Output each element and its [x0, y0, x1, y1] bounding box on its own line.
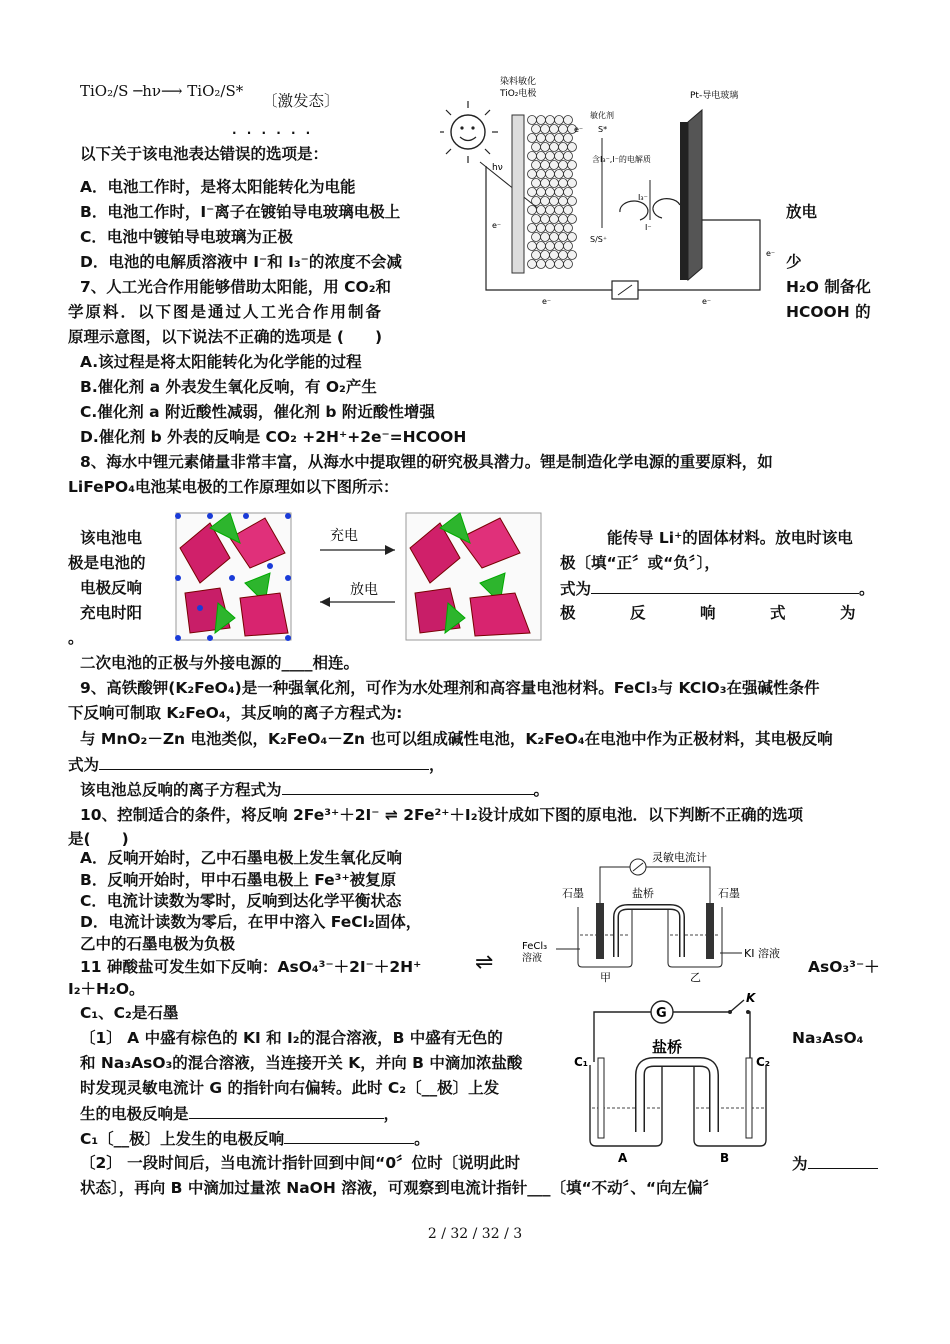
- lithium-ion-dot: [285, 635, 291, 641]
- q11-part1-line-3: 时发现灵敏电流计 G 的指针向右偏转。此时 C₂〔__极〕上发: [80, 1079, 500, 1097]
- q10-line-2: 是( ): [68, 830, 129, 848]
- q8-line-2: LiFePO₄电池某电极的工作原理如以下图所示：: [68, 478, 399, 496]
- tio2-particle: [555, 134, 564, 143]
- switch-k: [730, 1000, 744, 1012]
- tio2-particle: [550, 197, 559, 206]
- svg-text:e⁻: e⁻: [702, 297, 712, 306]
- dye-ground-state-label: S/S⁺: [590, 235, 608, 244]
- tio2-particle: [528, 206, 537, 215]
- tio2-particle: [546, 152, 555, 161]
- beaker-b-label: B: [720, 1151, 730, 1165]
- q8-line-3-right: 能传导 Li⁺的固体材料。放电时该电: [607, 529, 853, 547]
- lithium-ion-dot: [175, 635, 181, 641]
- tio2-particle: [559, 161, 568, 170]
- equation-excitation: TiO₂/S ─hν⟶ TiO₂/S*: [80, 82, 244, 100]
- tio2-particle: [528, 170, 537, 179]
- galvanometer-g-label: G: [656, 1006, 667, 1021]
- tio2-particle: [528, 242, 537, 251]
- tio2-particle: [559, 143, 568, 152]
- dssc-diagram: [440, 70, 785, 315]
- tio2-particle: [528, 134, 537, 143]
- q11-part1-line-1: 〔1〕 A 中盛有棕色的 KI 和 I₂的混合溶液，B 中盛有无色的: [80, 1029, 503, 1047]
- tio2-particle: [546, 206, 555, 215]
- tio2-particle: [559, 179, 568, 188]
- lithium-ion-dot: [197, 605, 203, 611]
- tio2-particle: [559, 251, 568, 260]
- discharge-label: 放电: [350, 582, 378, 598]
- tio2-particle: [555, 206, 564, 215]
- salt-bridge-label: 盐桥: [652, 1038, 683, 1056]
- lithium-ion-dot: [243, 513, 249, 519]
- lifepo4-diagram: [170, 508, 560, 648]
- tio2-particle: [546, 242, 555, 251]
- tio2-particle: [537, 116, 546, 125]
- tio2-particle: [568, 161, 577, 170]
- lithium-ion-dot: [207, 513, 213, 519]
- galvanometer-label: 灵敏电流计: [652, 851, 707, 864]
- tio2-particle: [541, 215, 550, 224]
- tio2-particle: [546, 224, 555, 233]
- q11-part1-line-2: 和 Na₃AsO₃的混合溶液，当连接开关 K，并向 B 中滴加浓盐酸: [80, 1054, 523, 1072]
- tio2-particle: [564, 152, 573, 161]
- lithium-ion-dot: [175, 575, 181, 581]
- lithium-ion-dot: [175, 513, 181, 519]
- q11-part1-line-5: C₁〔__极〕上发生的电极反响 。: [80, 1127, 430, 1150]
- q6-option-c: C．电池中镀铂导电玻璃为正极: [80, 228, 293, 246]
- q9-line-2: 下反响可制取 K₂FeO₄，其反响的离子方程式为:: [68, 704, 403, 722]
- beaker-jia-label: 甲: [600, 971, 611, 984]
- q7-line-2-tail: HCOOH 的: [786, 303, 871, 321]
- fecl3-label: FeCl₃: [522, 941, 548, 952]
- q10-option-a: A．反响开始时，乙中石墨电极上发生氧化反响: [80, 849, 402, 867]
- q10-cell-diagram: [520, 845, 810, 985]
- tio2-particle: [564, 224, 573, 233]
- tio2-particle: [528, 152, 537, 161]
- tio2-particle: [555, 260, 564, 269]
- beaker-yi-label: 乙: [690, 971, 701, 984]
- q8-line-6-left: 充电时阳: [80, 604, 143, 622]
- salt-bridge-label: 盐桥: [632, 887, 654, 900]
- tio2-particle: [550, 215, 559, 224]
- tio2-particle: [564, 242, 573, 251]
- q8-line-8: 二次电池的正极与外接电源的____相连。: [80, 654, 360, 672]
- q6-option-a: A．电池工作时，是将太阳能转化为电能: [80, 178, 356, 196]
- tio2-particle: [555, 152, 564, 161]
- tio2-particle: [537, 188, 546, 197]
- beaker-a-label: A: [618, 1151, 628, 1165]
- tio2-particle: [546, 134, 555, 143]
- tio2-particle: [568, 233, 577, 242]
- q7-line-3: 原理示意图，以下说法不正确的选项是 ( ): [68, 328, 383, 346]
- tio2-particle: [528, 116, 537, 125]
- page-footer: 2 / 32 / 32 / 3: [427, 1226, 523, 1242]
- tio2-particle: [564, 134, 573, 143]
- q11-part1-line-1-tail: Na₃AsO₄: [792, 1029, 864, 1047]
- q11-part2-line-2: 状态〕，再向 B 中滴加过量浓 NaOH 溶液，可观察到电流计指针___〔填“不动〞、“向左偏〞: [80, 1179, 719, 1197]
- tio2-particle: [546, 170, 555, 179]
- tio2-particle: [550, 233, 559, 242]
- tio2-particle: [532, 179, 541, 188]
- tio2-particle: [555, 224, 564, 233]
- lithium-ion-dot: [285, 575, 291, 581]
- tio2-particle: [550, 179, 559, 188]
- tio2-particle: [564, 170, 573, 179]
- q11-part1-line-4: 生的电极反响是 ，: [80, 1102, 399, 1125]
- q7-option-a: A.该过程是将太阳能转化为化学能的过程: [80, 353, 362, 371]
- tio2-particle: [550, 143, 559, 152]
- q11-part2-line-1-tail: 为: [792, 1152, 878, 1175]
- tio2-particle: [537, 206, 546, 215]
- excited-dye-label: S*: [598, 125, 608, 134]
- electron-label: e⁻: [574, 125, 584, 134]
- tio2-particle: [564, 188, 573, 197]
- lithium-ion-dot: [285, 513, 291, 519]
- tio2-particle: [532, 197, 541, 206]
- q10-option-d: D．电流计读数为零后，在甲中溶入 FeCl₂固体，: [80, 913, 422, 931]
- triiodide-label: I₃⁻: [638, 193, 648, 202]
- tio2-particle: [532, 125, 541, 134]
- q10-option-b: B．反响开始时，甲中石墨电极上 Fe³⁺被复原: [80, 871, 397, 889]
- tio2-particle: [528, 188, 537, 197]
- tio2-particle: [546, 188, 555, 197]
- q8-line-5-left: 电极反响: [80, 579, 143, 597]
- tio2-particle: [541, 233, 550, 242]
- tio2-particle: [564, 206, 573, 215]
- q9-line-1: 9、高铁酸钾(K₂FeO₄)是一种强氧化剂，可作为水处理剂和高容量电池材料。FeCl₃与 KClO₃在强碱性条件: [80, 679, 820, 697]
- q6-option-d: D．电池的电解质溶液中 I⁻和 I₃⁻的浓度不会减: [80, 253, 402, 271]
- tio2-particle: [559, 215, 568, 224]
- svg-text:e⁻: e⁻: [542, 297, 552, 306]
- tio2-particle: [532, 215, 541, 224]
- emphasis-dots: · · · · · ·: [232, 126, 314, 140]
- q7-option-d: D.催化剂 b 外表的反响是 CO₂ +2H⁺+2e⁻=HCOOH: [80, 428, 467, 446]
- tio2-particle: [537, 260, 546, 269]
- tio2-particle: [541, 197, 550, 206]
- tio2-particle: [537, 224, 546, 233]
- q8-line-5-right: 式为 。: [560, 577, 875, 600]
- tio2-particle: [559, 233, 568, 242]
- fecl3-solution-label: 溶液: [522, 953, 542, 964]
- tio2-particle: [564, 116, 573, 125]
- q6-stem: 以下关于该电池表达错误的选项是：: [80, 145, 329, 163]
- q9-line-4: 式为 ，: [68, 753, 445, 776]
- tio2-particle: [568, 197, 577, 206]
- q10-line-1: 10、控制适合的条件，将反响 2Fe³⁺＋2I⁻ ⇌ 2Fe²⁺＋I₂设计成如下图的原电池．以下判断不正确的选项: [80, 806, 803, 824]
- tio2-particle: [568, 143, 577, 152]
- tio2-particle: [537, 134, 546, 143]
- equilibrium-arrow: ⇌: [475, 950, 494, 975]
- q11-cell-diagram: [570, 990, 785, 1170]
- tio2-particle: [555, 242, 564, 251]
- q7-line-1: 7、人工光合作用能够借助太阳能，用 CO₂和: [80, 278, 392, 296]
- excited-state-note: 〔激发态〕: [262, 92, 340, 110]
- iodide-label: I⁻: [645, 223, 652, 232]
- tio2-particle: [546, 116, 555, 125]
- tio2-particle: [541, 143, 550, 152]
- tio2-particle: [532, 251, 541, 260]
- q7-line-2: 学原料．以下图是通过人工光合作用制备: [68, 303, 384, 321]
- svg-text:e⁻: e⁻: [766, 249, 776, 258]
- tio2-particle: [528, 260, 537, 269]
- q10-option-c: C．电流计读数为零时，反响到达化学平衡状态: [80, 892, 402, 910]
- arrow-right-icon: [385, 545, 395, 555]
- q11-line-1-tail: AsO₃³⁻＋: [808, 958, 880, 976]
- tio2-particles: [528, 116, 577, 269]
- tio2-particle: [541, 179, 550, 188]
- tio2-particle: [532, 143, 541, 152]
- switch-k-label: K: [746, 991, 756, 1005]
- q8-line-4-left: 极是电池的: [68, 554, 146, 572]
- tio2-particle: [555, 116, 564, 125]
- tio2-particle: [546, 260, 555, 269]
- electrolyte-label: 含I₃⁻,I⁻的电解质: [592, 155, 651, 164]
- arrow-left-icon: [320, 597, 330, 607]
- q8-line-4-right: 极〔填“正〞或“负〞〕，: [560, 554, 720, 572]
- q9-line-3: 与 MnO₂－Zn 电池类似，K₂FeO₄－Zn 也可以组成碱性电池，K₂FeO₄在电池中作为正极材料，其电极反响: [80, 730, 833, 748]
- q9-line-5: 该电池总反响的离子方程式为 。: [80, 778, 549, 801]
- tio2-particle: [568, 215, 577, 224]
- tio2-particle: [532, 161, 541, 170]
- tio2-particle: [528, 224, 537, 233]
- pt-glass-label: Pt-导电玻璃: [690, 91, 739, 101]
- graphite-right-label: 石墨: [718, 887, 740, 900]
- q7-line-1-tail: H₂O 制备化: [786, 278, 871, 296]
- tio2-electrode-label: TiO₂电极: [500, 89, 537, 99]
- tio2-particle: [541, 125, 550, 134]
- q8-line-6-right: 极 反 响 式 为: [560, 604, 858, 622]
- tio2-particle: [537, 152, 546, 161]
- tio2-particle: [555, 170, 564, 179]
- q11-line-1: 11 砷酸盐可发生如下反响：AsO₄³⁻＋2I⁻＋2H⁺: [80, 958, 422, 976]
- q11-line-2: I₂＋H₂O。: [68, 980, 145, 998]
- tio2-particle: [550, 161, 559, 170]
- tio2-particle: [537, 242, 546, 251]
- lithium-ion-dot: [207, 635, 213, 641]
- ki-solution-label: KI 溶液: [744, 947, 780, 960]
- tio2-particle: [559, 125, 568, 134]
- q11-part2-line-1: 〔2〕 一段时间后，当电流计指针回到中间“0〞位时〔说明此时: [80, 1154, 521, 1172]
- electrode-c2-label: C₂: [756, 1055, 771, 1069]
- tio2-particle: [541, 161, 550, 170]
- crystal-charged: [406, 513, 541, 640]
- sun-icon: [440, 101, 498, 163]
- q11-line-3: C₁、C₂是石墨: [80, 1004, 179, 1022]
- charge-label: 充电: [330, 528, 358, 544]
- electrode-c1-label: C₁: [574, 1055, 589, 1069]
- tio2-particle: [555, 188, 564, 197]
- lithium-ion-dot: [229, 575, 235, 581]
- tio2-particle: [559, 197, 568, 206]
- lithium-ion-dot: [267, 563, 273, 569]
- tio2-particle: [537, 170, 546, 179]
- q8-line-7: 。: [68, 629, 84, 647]
- dye-label: 染料敏化: [500, 77, 537, 87]
- tio2-particle: [550, 125, 559, 134]
- tio2-particle: [568, 179, 577, 188]
- tio2-particle: [564, 260, 573, 269]
- tio2-particle: [568, 251, 577, 260]
- crystal-discharged: [175, 513, 291, 641]
- tio2-particle: [532, 233, 541, 242]
- q7-option-b: B.催化剂 a 外表发生氧化反响，有 O₂产生: [80, 378, 377, 396]
- hv-label: hν: [492, 163, 503, 173]
- tio2-particle: [550, 251, 559, 260]
- q7-option-c: C.催化剂 a 附近酸性减弱，催化剂 b 附近酸性增强: [80, 403, 435, 421]
- q6-option-b: B．电池工作时，I⁻离子在镀铂导电玻璃电极上: [80, 203, 401, 221]
- sensitizer-label: 敏化剂: [590, 111, 614, 120]
- tio2-particle: [541, 251, 550, 260]
- q8-line-1: 8、海水中锂元素储量非常丰富，从海水中提取锂的研究极具潜力。锂是制造化学电源的重要原料，如: [80, 453, 773, 471]
- q6-option-b-tail: 放电: [786, 203, 818, 221]
- q6-option-d-tail: 少: [786, 253, 802, 271]
- graphite-left-label: 石墨: [562, 887, 584, 900]
- q8-line-3-left: 该电池电: [80, 529, 143, 547]
- svg-text:e⁻: e⁻: [492, 221, 502, 230]
- q10-option-d-cont: 乙中的石墨电极为负极: [80, 935, 236, 953]
